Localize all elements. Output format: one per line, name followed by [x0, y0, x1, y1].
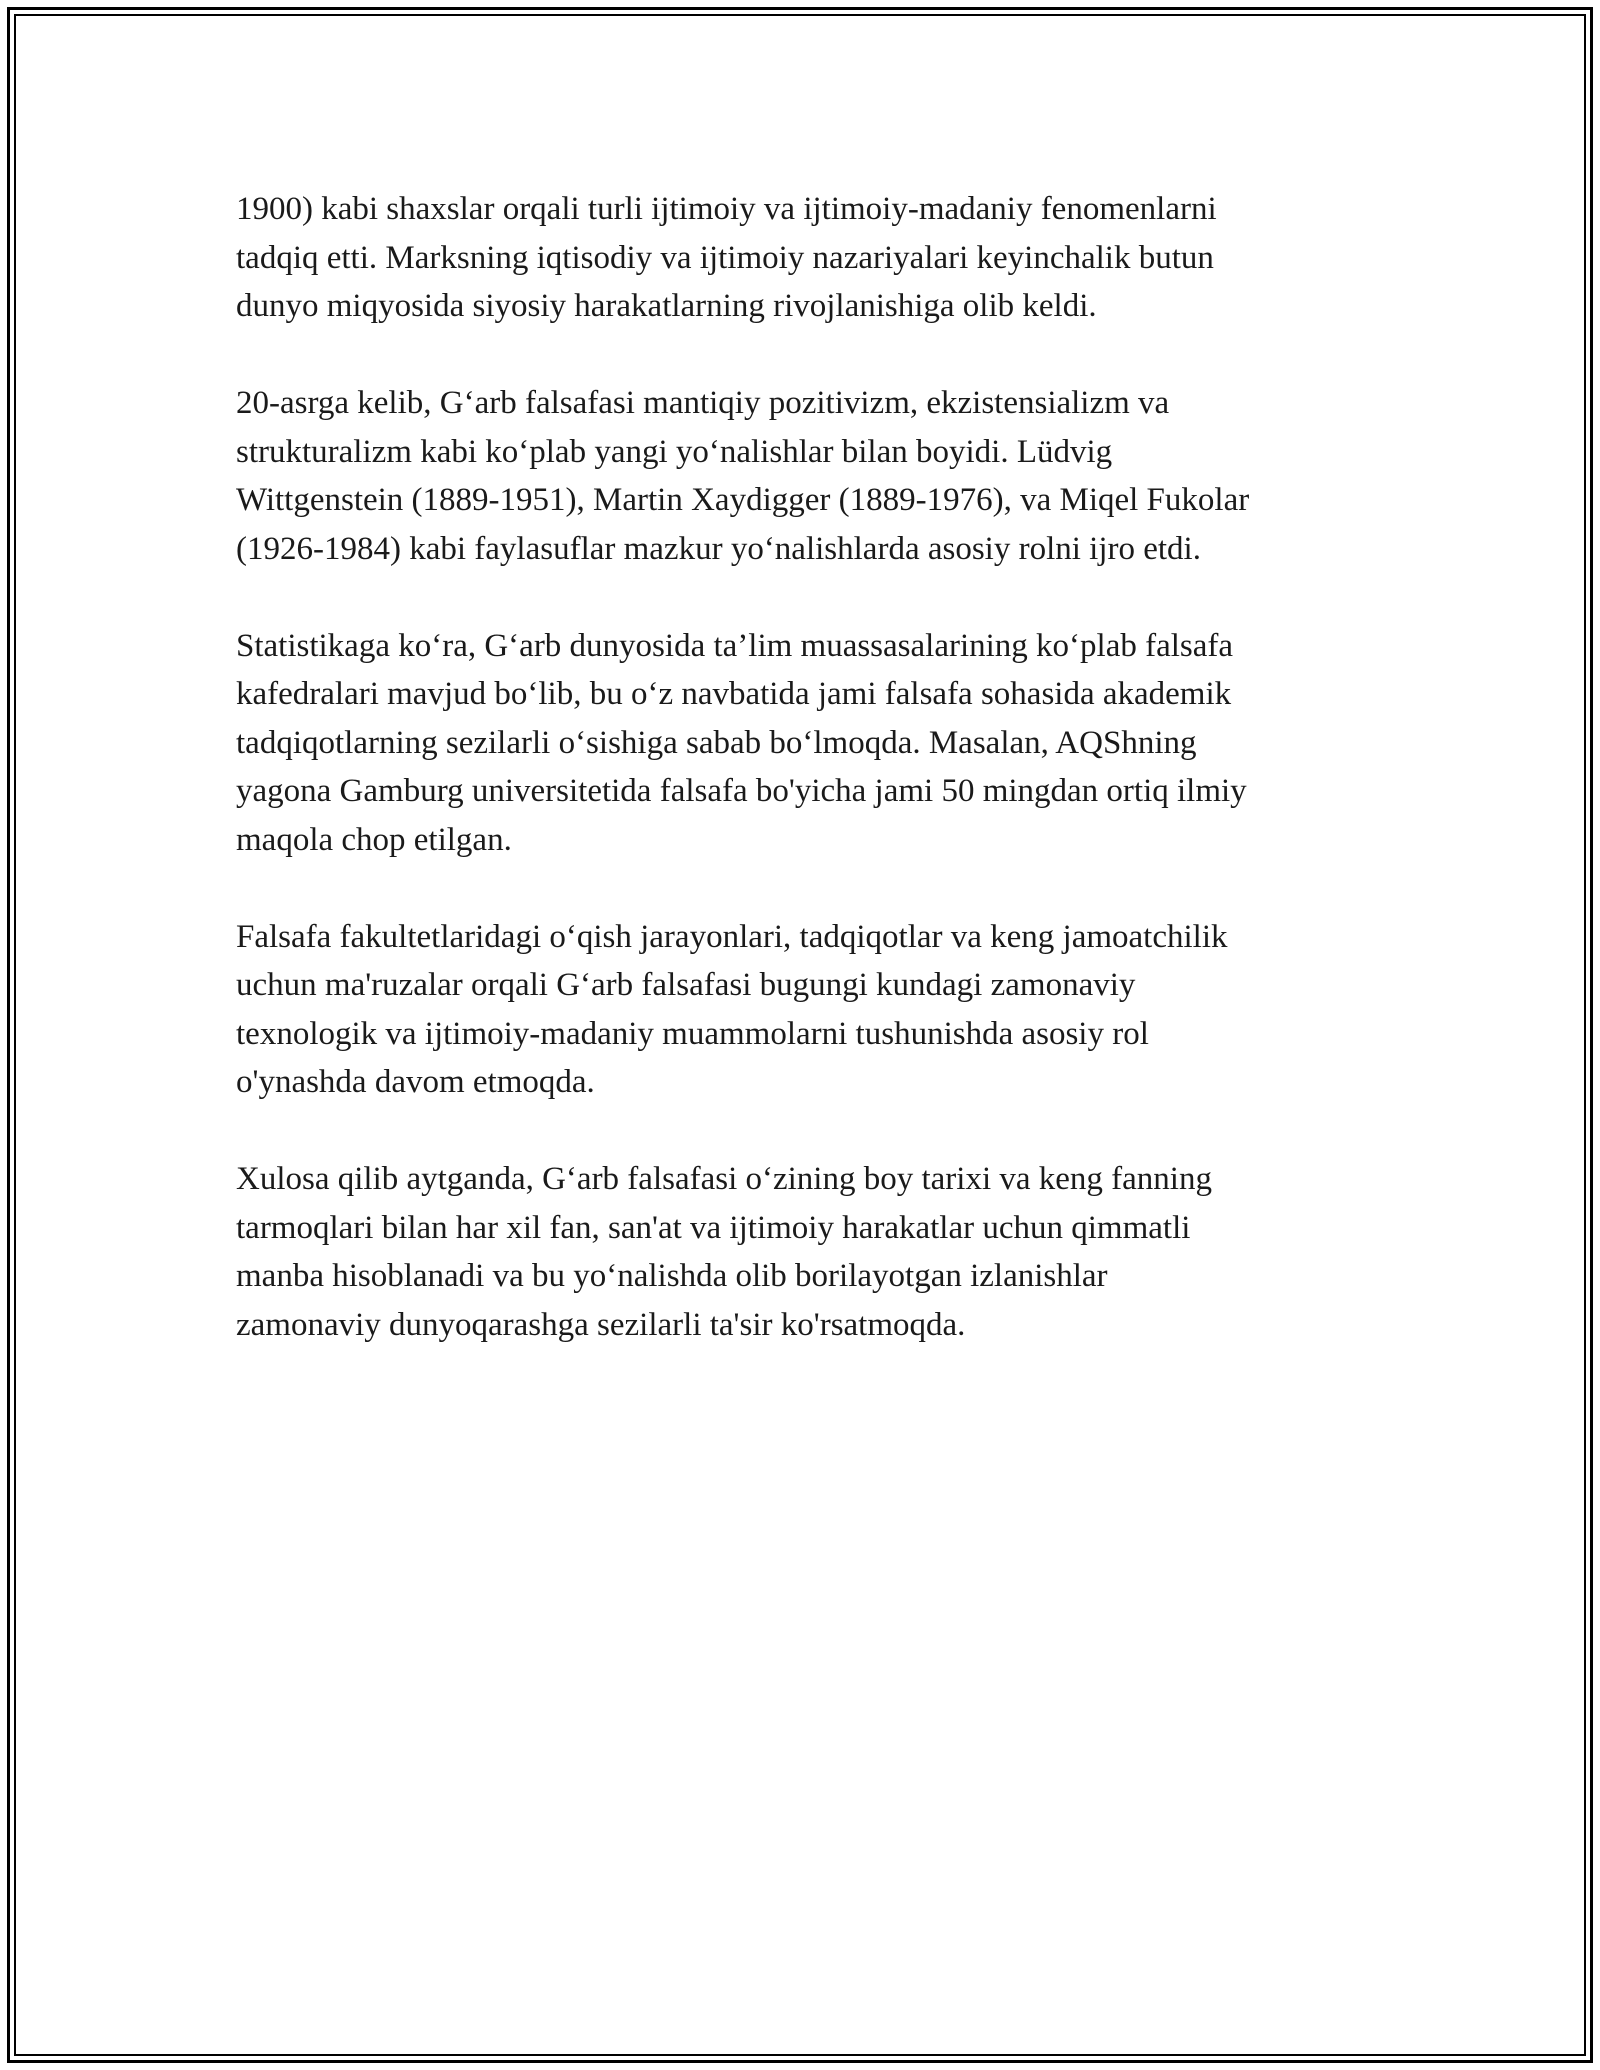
paragraph-5: Xulosa qilib aytganda, G‘arb falsafasi o‘zining boy tarixi va keng fanning tarmoqlari bilan har xil fan, san'at va ijtimoiy harakatlar uchun qimmatli manba hisoblanadi va bu yo‘nalishda olib borilayotgan izlanishlar zamonaviy dunyoqarashga sezilarli ta'sir ko'rsatmoqda. [236, 1161, 1212, 1343]
paragraph-2: 20-asrga kelib, G‘arb falsafasi mantiqiy pozitivizm, ekzistensializm va strukturalizm kabi ko‘plab yangi yo‘nalishlar bilan boyidi. Lüdvig Wittgenstein (1889-1951), Martin Xaydigger (1889-1976), va Miqel Fukolar (1926-1984) kabi faylasuflar mazkur yo‘nalishlarda asosiy rolni ijro etdi. [236, 385, 1250, 567]
paragraph-3: Statistikaga ko‘ra, G‘arb dunyosida ta’lim muassasalarining ko‘plab falsafa kafedralari mavjud bo‘lib, bu o‘z navbatida jami falsafa sohasida akademik tadqiqotlarning sezilarli o‘sishiga sabab bo‘lmoqda. Masalan, AQShning yagona Gamburg universitetida falsafa bo'yicha jami 50 mingdan ortiq ilmiy maqola chop etilgan. [236, 627, 1247, 858]
paragraph-1: 1900) kabi shaxslar orqali turli ijtimoiy va ijtimoiy-madaniy fenomenlarni tadqiq etti. Marksning iqtisodiy va ijtimoiy nazariyalari keyinchalik butun dunyo miqyosida siyosiy harakatlarning rivojlanishiga olib keldi. [236, 191, 1217, 324]
paragraph-4: Falsafa fakultetlaridagi o‘qish jarayonlari, tadqiqotlar va keng jamoatchilik uchun ma'ruzalar orqali G‘arb falsafasi bugungi kundagi zamonaviy texnologik va ijtimoiy-madaniy muammolarni tushunishda asosiy rol o'ynashda davom etmoqda. [236, 918, 1228, 1100]
document-body [236, 185, 1386, 1398]
